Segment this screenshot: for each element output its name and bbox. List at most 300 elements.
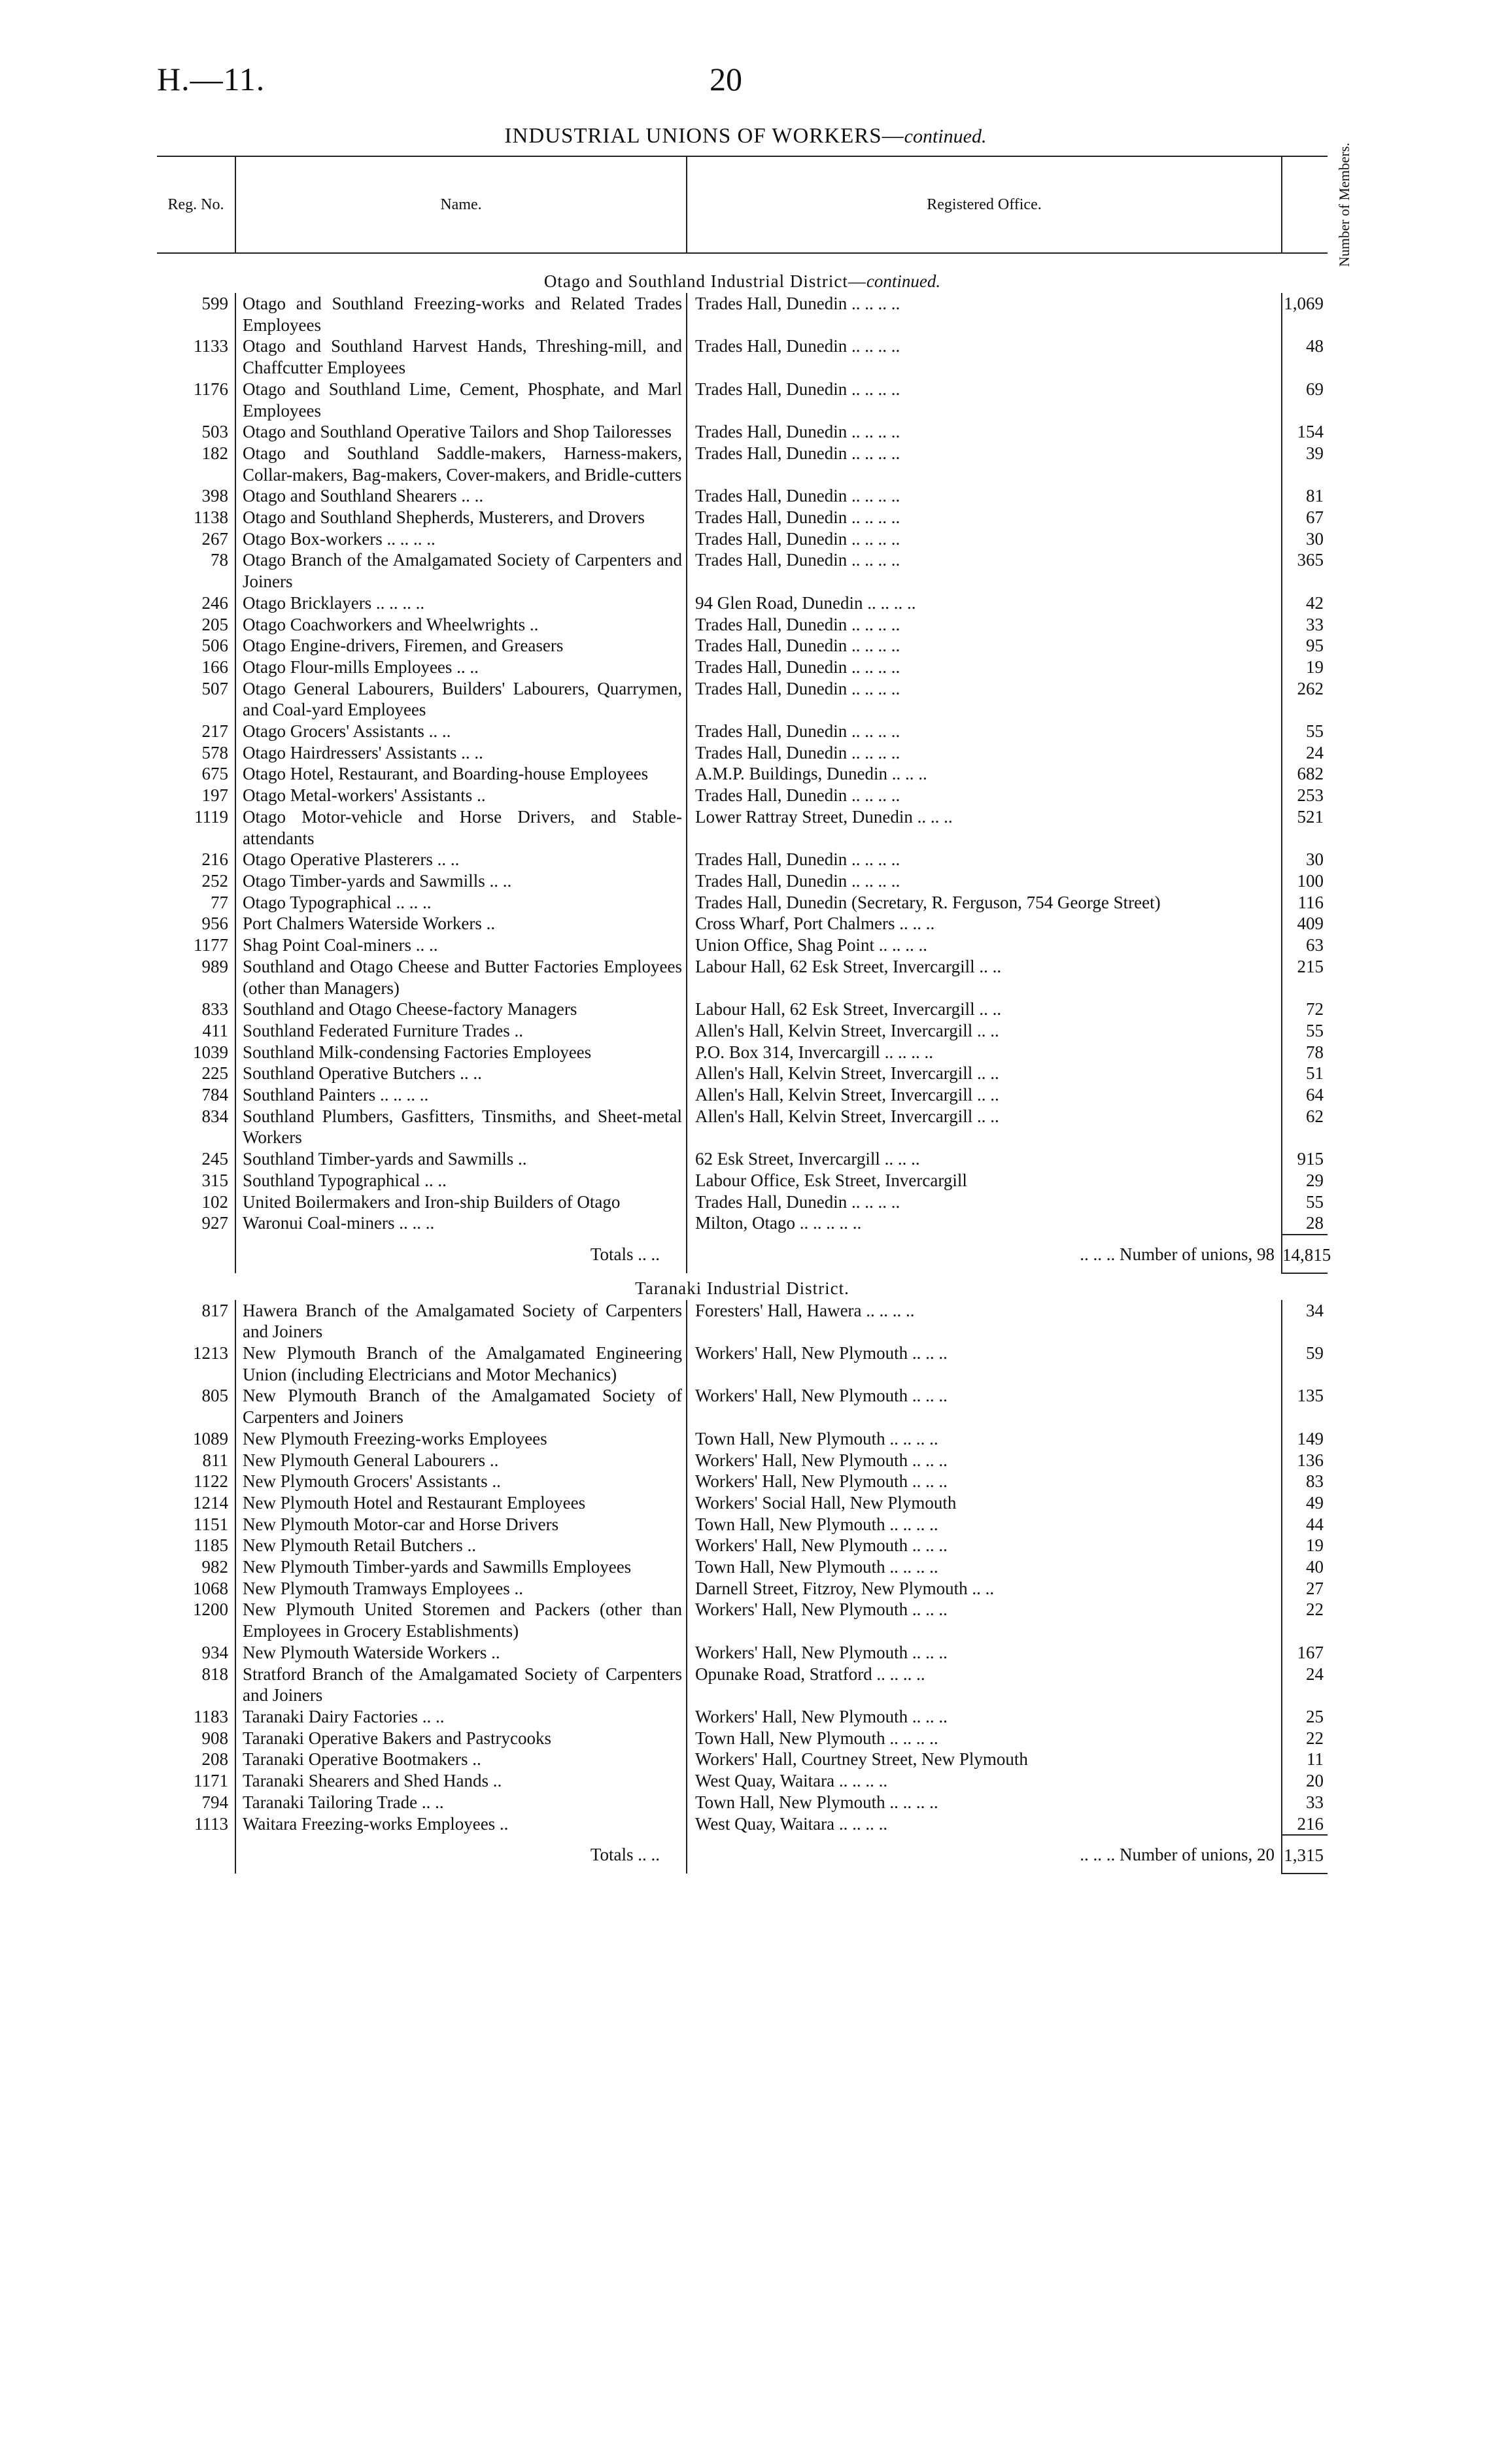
member-count: 216 xyxy=(1282,1813,1328,1836)
table-row xyxy=(157,1191,1328,1213)
union-name: Southland Operative Butchers .. .. xyxy=(235,1063,687,1084)
member-count: 100 xyxy=(1282,870,1328,892)
registered-office: Trades Hall, Dunedin .. .. .. .. xyxy=(687,549,1282,592)
registered-office: Trades Hall, Dunedin .. .. .. .. xyxy=(687,635,1282,657)
union-name: New Plymouth Motor-car and Horse Drivers xyxy=(235,1514,687,1535)
member-count: 136 xyxy=(1282,1450,1328,1471)
totals-label: Totals .. .. xyxy=(235,1235,687,1273)
table-row xyxy=(157,1706,1328,1728)
table-row xyxy=(157,421,1328,443)
registered-office: Trades Hall, Dunedin .. .. .. .. xyxy=(687,1191,1282,1213)
registered-office: Workers' Hall, New Plymouth .. .. .. xyxy=(687,1599,1282,1641)
reg-no: 78 xyxy=(211,550,228,570)
member-count: 29 xyxy=(1282,1170,1328,1191)
reg-no: 1133 xyxy=(194,336,228,356)
reg-no: 1200 xyxy=(193,1600,228,1620)
table-row xyxy=(157,1042,1328,1063)
registered-office: Union Office, Shag Point .. .. .. .. xyxy=(687,934,1282,956)
registered-office: West Quay, Waitara .. .. .. .. xyxy=(687,1813,1282,1836)
reg-no: 315 xyxy=(201,1170,228,1190)
member-count: 55 xyxy=(1282,1020,1328,1042)
reg-no: 927 xyxy=(201,1213,228,1233)
section-heading-text: Otago and Southland Industrial District— xyxy=(543,271,866,291)
table-row xyxy=(157,1578,1328,1600)
member-count: 1,069 xyxy=(1282,293,1328,335)
page-number: 20 xyxy=(710,61,742,97)
union-name: Otago Bricklayers .. .. .. .. xyxy=(235,592,687,614)
reg-no: 1171 xyxy=(194,1771,228,1791)
member-count: 22 xyxy=(1282,1728,1328,1749)
union-name: Southland Typographical .. .. xyxy=(235,1170,687,1191)
registered-office: A.M.P. Buildings, Dunedin .. .. .. xyxy=(687,763,1282,785)
registered-office: Allen's Hall, Kelvin Street, Invercargill .. .. xyxy=(687,1020,1282,1042)
reg-no: 77 xyxy=(211,892,228,912)
reg-no: 794 xyxy=(201,1792,228,1812)
registered-office: Workers' Hall, New Plymouth .. .. .. xyxy=(687,1706,1282,1728)
member-count: 19 xyxy=(1282,657,1328,678)
table-row xyxy=(157,1492,1328,1514)
registered-office: 62 Esk Street, Invercargill .. .. .. xyxy=(687,1148,1282,1170)
registered-office: Workers' Hall, New Plymouth .. .. .. xyxy=(687,1343,1282,1385)
registered-office: Trades Hall, Dunedin .. .. .. .. xyxy=(687,485,1282,507)
registered-office: Foresters' Hall, Hawera .. .. .. .. xyxy=(687,1300,1282,1343)
member-count: 63 xyxy=(1282,934,1328,956)
union-name: New Plymouth Branch of the Amalgamated Society of Carpenters and Joiners xyxy=(235,1385,687,1428)
union-name: Otago and Southland Harvest Hands, Threshing-mill, and Chaffcutter Employees xyxy=(235,335,687,378)
reg-no: 989 xyxy=(201,956,228,976)
table-row xyxy=(157,592,1328,614)
union-name: Waitara Freezing-works Employees .. xyxy=(235,1813,687,1836)
reg-no: 833 xyxy=(201,999,228,1019)
reg-no: 217 xyxy=(201,721,228,742)
reg-no: 1039 xyxy=(193,1042,228,1062)
column-header xyxy=(157,142,1352,267)
totals-members: 1,315 xyxy=(1282,1835,1328,1874)
member-count: 39 xyxy=(1282,443,1328,485)
member-count: 81 xyxy=(1282,485,1328,507)
reg-no: 1138 xyxy=(194,507,228,528)
registered-office: Town Hall, New Plymouth .. .. .. .. xyxy=(687,1728,1282,1749)
member-count: 682 xyxy=(1282,763,1328,785)
reg-no: 1119 xyxy=(194,806,228,827)
union-name: New Plymouth Tramways Employees .. xyxy=(235,1578,687,1600)
registered-office: Trades Hall, Dunedin .. .. .. .. xyxy=(687,657,1282,678)
union-name: Otago and Southland Shearers .. .. xyxy=(235,485,687,507)
table-row xyxy=(157,657,1328,678)
totals-spacer xyxy=(157,1235,235,1273)
union-name: Taranaki Shearers and Shed Hands .. xyxy=(235,1770,687,1792)
union-name: Otago Timber-yards and Sawmills .. .. xyxy=(235,870,687,892)
member-count: 154 xyxy=(1282,421,1328,443)
col-registered-office: Registered Office. xyxy=(687,156,1282,253)
union-name: Southland Painters .. .. .. .. xyxy=(235,1084,687,1106)
table-row xyxy=(157,1599,1328,1641)
union-name: Otago General Labourers, Builders' Labourers, Quarrymen, and Coal-yard Employees xyxy=(235,678,687,721)
union-name: Shag Point Coal-miners .. .. xyxy=(235,934,687,956)
member-count: 83 xyxy=(1282,1471,1328,1492)
union-name: Otago and Southland Lime, Cement, Phosphate, and Marl Employees xyxy=(235,379,687,421)
union-name: Otago Coachworkers and Wheelwrights .. xyxy=(235,614,687,636)
union-name: New Plymouth Grocers' Assistants .. xyxy=(235,1471,687,1492)
table-row xyxy=(157,785,1328,806)
table-row xyxy=(157,379,1328,421)
member-count: 55 xyxy=(1282,721,1328,742)
union-name: Taranaki Operative Bootmakers .. xyxy=(235,1749,687,1770)
reg-no: 982 xyxy=(201,1557,228,1577)
member-count: 49 xyxy=(1282,1492,1328,1514)
registered-office: Allen's Hall, Kelvin Street, Invercargill .. .. xyxy=(687,1106,1282,1148)
union-name: New Plymouth Hotel and Restaurant Employees xyxy=(235,1492,687,1514)
union-table xyxy=(157,293,1331,1274)
table-row xyxy=(157,1471,1328,1492)
table-row xyxy=(157,721,1328,742)
union-name: Taranaki Dairy Factories .. .. xyxy=(235,1706,687,1728)
union-name: New Plymouth Timber-yards and Sawmills Employees xyxy=(235,1556,687,1578)
reg-no: 956 xyxy=(201,914,228,934)
table-row xyxy=(157,1728,1328,1749)
table-row xyxy=(157,678,1328,721)
reg-no: 246 xyxy=(201,592,228,613)
member-count: 27 xyxy=(1282,1578,1328,1600)
union-name: Otago and Southland Freezing-works and Related Trades Employees xyxy=(235,293,687,335)
registered-office: Trades Hall, Dunedin .. .. .. .. xyxy=(687,443,1282,485)
section-heading-continued: continued. xyxy=(866,271,941,291)
member-count: 22 xyxy=(1282,1599,1328,1641)
member-count: 409 xyxy=(1282,913,1328,934)
totals-members: 14,815 xyxy=(1282,1235,1328,1273)
table-row xyxy=(157,485,1328,507)
table-row xyxy=(157,507,1328,528)
reg-no: 1183 xyxy=(194,1707,228,1726)
union-name: Otago Branch of the Amalgamated Society of Carpenters and Joiners xyxy=(235,549,687,592)
union-name: Otago and Southland Operative Tailors and Shop Tailoresses xyxy=(235,421,687,443)
union-name: Southland and Otago Cheese and Butter Factories Employees (other than Managers) xyxy=(235,956,687,999)
registered-office: Trades Hall, Dunedin .. .. .. .. xyxy=(687,721,1282,742)
document-reference: H.—11. xyxy=(157,61,266,97)
table-row xyxy=(157,1300,1328,1343)
union-name: New Plymouth Branch of the Amalgamated Engineering Union (including Electricians and Motor Mechanics) xyxy=(235,1343,687,1385)
reg-no: 1214 xyxy=(193,1492,228,1513)
section-heading xyxy=(157,269,1328,293)
member-count: 28 xyxy=(1282,1212,1328,1235)
table-row xyxy=(157,1792,1328,1813)
union-name: Otago Box-workers .. .. .. .. xyxy=(235,528,687,550)
reg-no: 267 xyxy=(201,528,228,549)
title-main: INDUSTRIAL UNIONS OF WORKERS— xyxy=(504,124,904,148)
member-count: 48 xyxy=(1282,335,1328,378)
table-row xyxy=(157,1428,1328,1450)
union-name: Stratford Branch of the Amalgamated Society of Carpenters and Joiners xyxy=(235,1664,687,1706)
member-count: 59 xyxy=(1282,1343,1328,1385)
reg-no: 834 xyxy=(201,1106,228,1126)
registered-office: Trades Hall, Dunedin .. .. .. .. xyxy=(687,528,1282,550)
reg-no: 675 xyxy=(201,764,228,784)
member-count: 915 xyxy=(1282,1148,1328,1170)
member-count: 67 xyxy=(1282,507,1328,528)
member-count: 64 xyxy=(1282,1084,1328,1106)
registered-office: Milton, Otago .. .. .. .. .. xyxy=(687,1212,1282,1235)
registered-office: Lower Rattray Street, Dunedin .. .. .. xyxy=(687,806,1282,849)
registered-office: Labour Hall, 62 Esk Street, Invercargill .. .. xyxy=(687,999,1282,1020)
union-name: Southland Milk-condensing Factories Employees xyxy=(235,1042,687,1063)
member-count: 69 xyxy=(1282,379,1328,421)
registered-office: Trades Hall, Dunedin .. .. .. .. xyxy=(687,293,1282,335)
union-name: Otago and Southland Saddle-makers, Harness-makers, Collar-makers, Bag-makers, Cover-makers, and Bridle-cutters xyxy=(235,443,687,485)
member-count: 51 xyxy=(1282,1063,1328,1084)
table-row xyxy=(157,806,1328,849)
registered-office: Trades Hall, Dunedin .. .. .. .. xyxy=(687,379,1282,421)
registered-office: P.O. Box 314, Invercargill .. .. .. .. xyxy=(687,1042,1282,1063)
union-name: Hawera Branch of the Amalgamated Society of Carpenters and Joiners xyxy=(235,1300,687,1343)
member-count: 44 xyxy=(1282,1514,1328,1535)
registered-office: Trades Hall, Dunedin (Secretary, R. Ferguson, 754 George Street) xyxy=(687,892,1282,914)
reg-no: 503 xyxy=(201,422,228,442)
registered-office: Workers' Hall, New Plymouth .. .. .. xyxy=(687,1450,1282,1471)
member-count: 40 xyxy=(1282,1556,1328,1578)
reg-no: 805 xyxy=(201,1386,228,1406)
reg-no: 252 xyxy=(201,870,228,891)
union-name: Southland Federated Furniture Trades .. xyxy=(235,1020,687,1042)
reg-no: 934 xyxy=(201,1642,228,1662)
table-row xyxy=(157,1749,1328,1770)
registered-office: Workers' Hall, New Plymouth .. .. .. xyxy=(687,1471,1282,1492)
member-count: 365 xyxy=(1282,549,1328,592)
table-row xyxy=(157,1385,1328,1428)
union-name: United Boilermakers and Iron-ship Builders of Otago xyxy=(235,1191,687,1213)
table-row xyxy=(157,763,1328,785)
member-count: 30 xyxy=(1282,849,1328,870)
registered-office: Town Hall, New Plymouth .. .. .. .. xyxy=(687,1792,1282,1813)
union-name: Southland Plumbers, Gasfitters, Tinsmiths, and Sheet-metal Workers xyxy=(235,1106,687,1148)
registered-office: Town Hall, New Plymouth .. .. .. .. xyxy=(687,1428,1282,1450)
registered-office: Trades Hall, Dunedin .. .. .. .. xyxy=(687,870,1282,892)
member-count: 33 xyxy=(1282,614,1328,636)
union-name: Otago Hotel, Restaurant, and Boarding-house Employees xyxy=(235,763,687,785)
table-row xyxy=(157,1343,1328,1385)
col-reg-no: Reg. No. xyxy=(157,156,235,253)
registered-office: Trades Hall, Dunedin .. .. .. .. xyxy=(687,742,1282,764)
table-row xyxy=(157,335,1328,378)
table-row xyxy=(157,1063,1328,1084)
table-row xyxy=(157,635,1328,657)
reg-no: 818 xyxy=(201,1664,228,1684)
union-name: New Plymouth United Storemen and Packers (other than Employees in Grocery Establishments) xyxy=(235,1599,687,1641)
member-count: 30 xyxy=(1282,528,1328,550)
registered-office: Trades Hall, Dunedin .. .. .. .. xyxy=(687,614,1282,636)
table-row xyxy=(157,1148,1328,1170)
union-name: Waronui Coal-miners .. .. .. xyxy=(235,1212,687,1235)
reg-no: 208 xyxy=(201,1749,228,1770)
section-heading xyxy=(157,1276,1328,1300)
totals-label: Totals .. .. xyxy=(235,1835,687,1874)
reg-no: 182 xyxy=(201,443,228,463)
registered-office: Trades Hall, Dunedin .. .. .. .. xyxy=(687,421,1282,443)
reg-no: 197 xyxy=(201,785,228,806)
table-row xyxy=(157,934,1328,956)
union-name: Otago Motor-vehicle and Horse Drivers, and Stable-attendants xyxy=(235,806,687,849)
member-count: 20 xyxy=(1282,1770,1328,1792)
table-row xyxy=(157,1535,1328,1556)
totals-union-count: .. .. .. Number of unions, 98 xyxy=(687,1235,1282,1273)
page-title xyxy=(0,124,1491,148)
registered-office: Town Hall, New Plymouth .. .. .. .. xyxy=(687,1514,1282,1535)
registered-office: West Quay, Waitara .. .. .. .. xyxy=(687,1770,1282,1792)
member-count: 55 xyxy=(1282,1191,1328,1213)
registered-office: Workers' Hall, Courtney Street, New Plymouth xyxy=(687,1749,1282,1770)
reg-no: 225 xyxy=(201,1063,228,1084)
member-count: 72 xyxy=(1282,999,1328,1020)
reg-no: 1113 xyxy=(194,1813,228,1834)
table-row xyxy=(157,892,1328,914)
reg-no: 166 xyxy=(201,657,228,677)
member-count: 62 xyxy=(1282,1106,1328,1148)
registered-office: Workers' Hall, New Plymouth .. .. .. xyxy=(687,1535,1282,1556)
union-name: Southland and Otago Cheese-factory Managers xyxy=(235,999,687,1020)
col-members-label: Number of Members. xyxy=(1335,142,1352,267)
table-row xyxy=(157,1212,1328,1235)
member-count: 24 xyxy=(1282,742,1328,764)
member-count: 167 xyxy=(1282,1642,1328,1664)
totals-row xyxy=(157,1835,1328,1874)
member-count: 95 xyxy=(1282,635,1328,657)
reg-no: 784 xyxy=(201,1085,228,1105)
registered-office: Allen's Hall, Kelvin Street, Invercargill .. .. xyxy=(687,1084,1282,1106)
totals-union-count: .. .. .. Number of unions, 20 xyxy=(687,1835,1282,1874)
registered-office: Trades Hall, Dunedin .. .. .. .. xyxy=(687,335,1282,378)
reg-no: 1122 xyxy=(194,1471,228,1492)
reg-no: 205 xyxy=(201,614,228,634)
union-name: Otago Typographical .. .. .. xyxy=(235,892,687,914)
reg-no: 1185 xyxy=(194,1535,228,1556)
table-row xyxy=(157,293,1328,335)
union-name: Otago Hairdressers' Assistants .. .. xyxy=(235,742,687,764)
member-count: 34 xyxy=(1282,1300,1328,1343)
registered-office: Town Hall, New Plymouth .. .. .. .. xyxy=(687,1556,1282,1578)
registered-office: Labour Office, Esk Street, Invercargill xyxy=(687,1170,1282,1191)
section-heading-text: Taranaki Industrial District. xyxy=(635,1278,849,1298)
table-row xyxy=(157,1106,1328,1148)
member-count: 215 xyxy=(1282,956,1328,999)
union-table xyxy=(157,1300,1328,1874)
union-name: Otago Metal-workers' Assistants .. xyxy=(235,785,687,806)
member-count: 25 xyxy=(1282,1706,1328,1728)
table-row xyxy=(157,1556,1328,1578)
registered-office: Trades Hall, Dunedin .. .. .. .. xyxy=(687,849,1282,870)
table-row xyxy=(157,1020,1328,1042)
member-count: 521 xyxy=(1282,806,1328,849)
member-count: 262 xyxy=(1282,678,1328,721)
reg-no: 216 xyxy=(201,849,228,870)
table-row xyxy=(157,528,1328,550)
table-row xyxy=(157,1770,1328,1792)
table-row xyxy=(157,956,1328,999)
reg-no: 506 xyxy=(201,636,228,656)
table-row xyxy=(157,1664,1328,1706)
reg-no: 1213 xyxy=(193,1343,228,1363)
table-row xyxy=(157,1642,1328,1664)
union-name: New Plymouth Retail Butchers .. xyxy=(235,1535,687,1556)
union-name: Otago Engine-drivers, Firemen, and Greasers xyxy=(235,635,687,657)
registered-office: Workers' Hall, New Plymouth .. .. .. xyxy=(687,1385,1282,1428)
union-name: Taranaki Tailoring Trade .. .. xyxy=(235,1792,687,1813)
table-row xyxy=(157,1170,1328,1191)
reg-no: 1177 xyxy=(194,935,228,955)
union-name: Taranaki Operative Bakers and Pastrycooks xyxy=(235,1728,687,1749)
registered-office: Workers' Social Hall, New Plymouth xyxy=(687,1492,1282,1514)
table-row xyxy=(157,742,1328,764)
member-count: 11 xyxy=(1282,1749,1328,1770)
table-row xyxy=(157,549,1328,592)
table-row xyxy=(157,1084,1328,1106)
table-row xyxy=(157,1514,1328,1535)
member-count: 253 xyxy=(1282,785,1328,806)
title-continued: continued. xyxy=(904,126,987,147)
reg-no: 245 xyxy=(201,1149,228,1169)
registered-office: 94 Glen Road, Dunedin .. .. .. .. xyxy=(687,592,1282,614)
reg-no: 507 xyxy=(201,678,228,698)
union-name: Otago and Southland Shepherds, Musterers, and Drovers xyxy=(235,507,687,528)
table-row xyxy=(157,1813,1328,1836)
member-count: 135 xyxy=(1282,1385,1328,1428)
member-count: 42 xyxy=(1282,592,1328,614)
union-register xyxy=(157,269,1331,1874)
running-header xyxy=(0,60,1491,106)
reg-no: 398 xyxy=(201,486,228,506)
member-count: 149 xyxy=(1282,1428,1328,1450)
union-name: New Plymouth General Labourers .. xyxy=(235,1450,687,1471)
reg-no: 1068 xyxy=(193,1578,228,1598)
registered-office: Opunake Road, Stratford .. .. .. .. xyxy=(687,1664,1282,1706)
reg-no: 411 xyxy=(202,1020,228,1040)
registered-office: Trades Hall, Dunedin .. .. .. .. xyxy=(687,507,1282,528)
member-count: 24 xyxy=(1282,1664,1328,1706)
col-name: Name. xyxy=(235,156,687,253)
table-row xyxy=(157,913,1328,934)
reg-no: 908 xyxy=(201,1728,228,1748)
reg-no: 1176 xyxy=(194,379,228,399)
member-count: 33 xyxy=(1282,1792,1328,1813)
totals-row xyxy=(157,1235,1328,1273)
totals-spacer xyxy=(157,1835,235,1874)
table-row xyxy=(157,1450,1328,1471)
union-name: Port Chalmers Waterside Workers .. xyxy=(235,913,687,934)
union-name: Otago Grocers' Assistants .. .. xyxy=(235,721,687,742)
reg-no: 817 xyxy=(201,1300,228,1320)
reg-no: 578 xyxy=(201,742,228,762)
reg-no: 1151 xyxy=(194,1514,228,1534)
table-row xyxy=(157,999,1328,1020)
registered-office: Trades Hall, Dunedin .. .. .. .. xyxy=(687,785,1282,806)
table-row xyxy=(157,870,1328,892)
member-count: 19 xyxy=(1282,1535,1328,1556)
union-name: Otago Operative Plasterers .. .. xyxy=(235,849,687,870)
reg-no: 1089 xyxy=(193,1428,228,1448)
reg-no: 599 xyxy=(201,294,228,313)
reg-no: 811 xyxy=(202,1450,228,1470)
registered-office: Cross Wharf, Port Chalmers .. .. .. xyxy=(687,913,1282,934)
union-name: Southland Timber-yards and Sawmills .. xyxy=(235,1148,687,1170)
union-name: New Plymouth Waterside Workers .. xyxy=(235,1642,687,1664)
registered-office: Trades Hall, Dunedin .. .. .. .. xyxy=(687,678,1282,721)
table-row xyxy=(157,443,1328,485)
table-row xyxy=(157,849,1328,870)
member-count: 78 xyxy=(1282,1042,1328,1063)
member-count: 116 xyxy=(1282,892,1328,914)
col-number-of-members xyxy=(1282,142,1352,267)
union-name: Otago Flour-mills Employees .. .. xyxy=(235,657,687,678)
registered-office: Allen's Hall, Kelvin Street, Invercargill .. .. xyxy=(687,1063,1282,1084)
registered-office: Labour Hall, 62 Esk Street, Invercargill .. .. xyxy=(687,956,1282,999)
